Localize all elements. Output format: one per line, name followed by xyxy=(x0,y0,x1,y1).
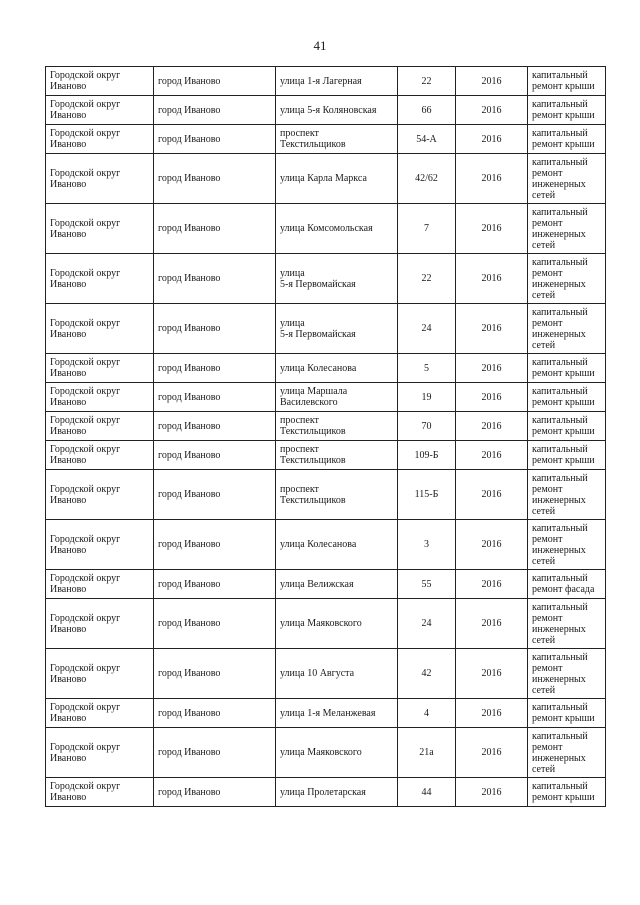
city-cell: город Иваново xyxy=(154,254,276,304)
year-cell: 2016 xyxy=(456,304,528,354)
year-cell: 2016 xyxy=(456,570,528,599)
work-type-cell-line: ремонт крыши xyxy=(532,368,595,379)
table-row xyxy=(46,778,606,807)
district-cell-line: Иваново xyxy=(50,110,87,121)
city-cell: город Иваново xyxy=(154,383,276,412)
street-cell xyxy=(276,67,398,96)
year-cell: 2016 xyxy=(456,154,528,204)
city-cell: город Иваново xyxy=(154,520,276,570)
page-number: 41 xyxy=(313,38,327,53)
table-row xyxy=(46,570,606,599)
work-type-cell xyxy=(528,441,606,470)
street-cell-line: Текстильщиков xyxy=(280,455,346,466)
district-cell-line: Иваново xyxy=(50,673,87,685)
street-cell-line: улица 1-я Лагерная xyxy=(280,75,362,87)
work-type-cell-line: ремонт крыши xyxy=(532,713,595,724)
district-cell-line: Иваново xyxy=(50,494,87,506)
district-cell-line: Иваново xyxy=(50,139,87,150)
house-number-cell: 42/62 xyxy=(398,154,456,204)
work-type-cell xyxy=(528,649,606,699)
table-row xyxy=(46,154,606,204)
district-cell-line: Иваново xyxy=(50,713,87,724)
street-cell-line: улица xyxy=(280,317,305,329)
street-cell-line: улица Маршала xyxy=(280,386,348,397)
year-cell: 2016 xyxy=(456,778,528,807)
district-cell-line: Городской округ xyxy=(50,70,121,81)
work-type-cell-line: капитальный xyxy=(532,386,588,397)
city-cell: город Иваново xyxy=(154,649,276,699)
district-cell-line: Городской округ xyxy=(50,317,121,329)
district-cell-line: Иваново xyxy=(50,397,87,408)
district-cell xyxy=(46,304,154,354)
work-type-cell-line: ремонт xyxy=(532,267,563,279)
street-cell-line: Текстильщиков xyxy=(280,139,346,150)
work-type-cell-line: капитальный xyxy=(532,415,588,426)
work-type-cell-line: капитальный xyxy=(532,206,588,218)
city-cell: город Иваново xyxy=(154,778,276,807)
work-type-cell-line: ремонт xyxy=(532,533,563,545)
city-cell: город Иваново xyxy=(154,125,276,154)
district-cell-line: Городской округ xyxy=(50,217,121,229)
table-row xyxy=(46,470,606,520)
street-cell-line: улица Карла Маркса xyxy=(280,173,367,184)
work-type-cell-line: ремонт xyxy=(532,662,563,674)
work-type-cell xyxy=(528,570,606,599)
street-cell xyxy=(276,728,398,778)
street-cell-line: 5-я Первомайская xyxy=(280,278,356,290)
work-type-cell xyxy=(528,354,606,383)
house-number-cell: 22 xyxy=(398,254,456,304)
table-row xyxy=(46,599,606,649)
work-type-cell-line: сетей xyxy=(532,339,556,351)
year-cell: 2016 xyxy=(456,441,528,470)
district-cell xyxy=(46,204,154,254)
district-cell xyxy=(46,778,154,807)
district-cell xyxy=(46,125,154,154)
work-type-cell-line: ремонт xyxy=(532,483,563,495)
street-cell-line: проспект xyxy=(280,415,319,426)
work-type-cell xyxy=(528,304,606,354)
district-cell-line: Городской округ xyxy=(50,444,121,455)
table-row xyxy=(46,649,606,699)
city-cell: город Иваново xyxy=(154,699,276,728)
work-type-cell-line: капитальный xyxy=(532,601,588,613)
work-type-cell-line: сетей xyxy=(532,634,556,646)
work-type-cell-line: сетей xyxy=(532,289,556,301)
work-type-cell-line: сетей xyxy=(532,555,556,567)
year-cell: 2016 xyxy=(456,96,528,125)
house-number-cell: 109-Б xyxy=(398,441,456,470)
year-cell: 2016 xyxy=(456,204,528,254)
district-cell-line: Городской округ xyxy=(50,415,121,426)
house-number-cell: 44 xyxy=(398,778,456,807)
street-cell xyxy=(276,304,398,354)
street-cell xyxy=(276,570,398,599)
district-cell xyxy=(46,728,154,778)
work-type-cell-line: капитальный xyxy=(532,573,588,584)
street-cell-line: улица Маяковского xyxy=(280,747,362,758)
district-cell-line: Иваново xyxy=(50,228,87,240)
city-cell: город Иваново xyxy=(154,304,276,354)
house-number-cell: 54-А xyxy=(398,125,456,154)
district-cell-line: Иваново xyxy=(50,368,87,379)
year-cell: 2016 xyxy=(456,383,528,412)
street-cell-line: улица Велижская xyxy=(280,578,354,590)
work-type-cell xyxy=(528,778,606,807)
house-number-cell: 66 xyxy=(398,96,456,125)
district-cell-line: Городской округ xyxy=(50,573,121,584)
year-cell: 2016 xyxy=(456,728,528,778)
district-cell-line: Иваново xyxy=(50,544,87,556)
work-type-cell-line: инженерных xyxy=(532,178,586,190)
work-type-cell-line: капитальный xyxy=(532,730,588,742)
street-cell xyxy=(276,520,398,570)
year-cell: 2016 xyxy=(456,354,528,383)
street-cell xyxy=(276,599,398,649)
work-type-cell-line: ремонт крыши xyxy=(532,110,595,121)
street-cell-line: улица Пролетарская xyxy=(280,786,366,798)
work-type-cell-line: сетей xyxy=(532,239,556,251)
work-type-cell-line: ремонт крыши xyxy=(532,139,595,150)
work-type-cell xyxy=(528,204,606,254)
work-type-cell-line: капитальный xyxy=(532,472,588,484)
street-cell-line: улица 1-я Меланжевая xyxy=(280,707,376,719)
street-cell-line: улица Колесанова xyxy=(280,362,357,374)
street-cell xyxy=(276,699,398,728)
work-type-cell-line: капитальный xyxy=(532,99,588,110)
city-cell: город Иваново xyxy=(154,67,276,96)
table-row xyxy=(46,304,606,354)
street-cell-line: улица xyxy=(280,267,305,279)
district-cell-line: Городской округ xyxy=(50,99,121,110)
city-cell: город Иваново xyxy=(154,154,276,204)
work-type-cell-line: капитальный xyxy=(532,781,588,792)
house-number-cell: 4 xyxy=(398,699,456,728)
district-cell xyxy=(46,383,154,412)
work-type-cell-line: ремонт xyxy=(532,612,563,624)
district-cell-line: Городской округ xyxy=(50,128,121,139)
work-type-cell-line: инженерных xyxy=(532,494,586,506)
street-cell-line: Василевского xyxy=(280,397,338,408)
year-cell: 2016 xyxy=(456,254,528,304)
work-type-cell-line: ремонт фасада xyxy=(532,584,595,595)
work-type-cell xyxy=(528,154,606,204)
work-type-cell-line: ремонт xyxy=(532,217,563,229)
city-cell: город Иваново xyxy=(154,354,276,383)
work-type-cell-line: ремонт крыши xyxy=(532,397,595,408)
work-type-cell-line: капитальный xyxy=(532,444,588,455)
work-type-cell xyxy=(528,96,606,125)
street-cell-line: проспект xyxy=(280,128,319,139)
district-cell xyxy=(46,520,154,570)
work-type-cell xyxy=(528,254,606,304)
work-type-cell-line: капитальный xyxy=(532,256,588,268)
street-cell xyxy=(276,470,398,520)
work-type-cell-line: ремонт xyxy=(532,741,563,753)
district-cell-line: Иваново xyxy=(50,426,87,437)
district-cell-line: Городской округ xyxy=(50,662,121,674)
district-cell xyxy=(46,254,154,304)
district-cell xyxy=(46,470,154,520)
district-cell-line: Иваново xyxy=(50,792,87,803)
table-row xyxy=(46,728,606,778)
district-cell xyxy=(46,699,154,728)
year-cell: 2016 xyxy=(456,470,528,520)
district-cell xyxy=(46,649,154,699)
work-type-cell-line: инженерных xyxy=(532,278,586,290)
district-cell-line: Иваново xyxy=(50,278,87,290)
table-row xyxy=(46,354,606,383)
street-cell xyxy=(276,125,398,154)
table-row xyxy=(46,383,606,412)
district-cell xyxy=(46,412,154,441)
district-cell-line: Городской округ xyxy=(50,357,121,368)
table-row xyxy=(46,67,606,96)
work-type-cell-line: ремонт крыши xyxy=(532,426,595,437)
street-cell-line: проспект xyxy=(280,444,319,455)
house-number-cell: 5 xyxy=(398,354,456,383)
street-cell xyxy=(276,254,398,304)
district-cell-line: Иваново xyxy=(50,328,87,340)
district-cell-line: Городской округ xyxy=(50,167,121,179)
work-type-cell-line: инженерных xyxy=(532,544,586,556)
house-number-cell: 24 xyxy=(398,304,456,354)
work-type-cell xyxy=(528,599,606,649)
work-type-cell-line: сетей xyxy=(532,505,556,517)
work-type-cell-line: капитальный xyxy=(532,357,588,368)
work-type-cell xyxy=(528,383,606,412)
district-cell xyxy=(46,570,154,599)
district-cell xyxy=(46,67,154,96)
work-type-cell-line: сетей xyxy=(532,763,556,775)
table-row xyxy=(46,441,606,470)
work-type-cell-line: капитальный xyxy=(532,156,588,168)
work-type-cell xyxy=(528,67,606,96)
work-type-cell-line: инженерных xyxy=(532,228,586,240)
district-cell-line: Городской округ xyxy=(50,267,121,279)
house-number-cell: 19 xyxy=(398,383,456,412)
street-cell xyxy=(276,412,398,441)
street-cell xyxy=(276,354,398,383)
district-cell-line: Иваново xyxy=(50,752,87,764)
work-type-cell-line: инженерных xyxy=(532,752,586,764)
city-cell: город Иваново xyxy=(154,204,276,254)
table-row xyxy=(46,204,606,254)
work-type-cell-line: сетей xyxy=(532,684,556,696)
street-cell xyxy=(276,383,398,412)
year-cell: 2016 xyxy=(456,520,528,570)
work-type-cell-line: капитальный xyxy=(532,128,588,139)
year-cell: 2016 xyxy=(456,699,528,728)
registry-body xyxy=(46,67,606,807)
work-type-cell-line: инженерных xyxy=(532,328,586,340)
table-row xyxy=(46,699,606,728)
work-type-cell-line: капитальный xyxy=(532,522,588,534)
street-cell-line: улица 5-я Коляновская xyxy=(280,104,377,116)
district-cell-line: Городской округ xyxy=(50,483,121,495)
table-row xyxy=(46,412,606,441)
work-type-cell-line: ремонт xyxy=(532,317,563,329)
district-cell-line: Иваново xyxy=(50,178,87,190)
street-cell xyxy=(276,96,398,125)
work-type-cell-line: ремонт xyxy=(532,167,563,179)
work-type-cell-line: инженерных xyxy=(532,623,586,635)
house-number-cell: 7 xyxy=(398,204,456,254)
district-cell-line: Иваново xyxy=(50,81,87,92)
district-cell-line: Городской округ xyxy=(50,741,121,753)
district-cell-line: Городской округ xyxy=(50,386,121,397)
year-cell: 2016 xyxy=(456,125,528,154)
street-cell xyxy=(276,204,398,254)
street-cell xyxy=(276,778,398,807)
street-cell-line: Текстильщиков xyxy=(280,426,346,437)
work-type-cell xyxy=(528,728,606,778)
district-cell xyxy=(46,96,154,125)
work-type-cell-line: сетей xyxy=(532,189,556,201)
street-cell-line: улица 10 Августа xyxy=(280,668,355,679)
city-cell: город Иваново xyxy=(154,470,276,520)
district-cell-line: Городской округ xyxy=(50,612,121,624)
house-number-cell: 115-Б xyxy=(398,470,456,520)
street-cell-line: Текстильщиков xyxy=(280,494,346,506)
year-cell: 2016 xyxy=(456,412,528,441)
street-cell-line: улица Маяковского xyxy=(280,618,362,629)
city-cell: город Иваново xyxy=(154,412,276,441)
table-row xyxy=(46,125,606,154)
table-row xyxy=(46,96,606,125)
house-number-cell: 22 xyxy=(398,67,456,96)
work-type-cell-line: ремонт крыши xyxy=(532,455,595,466)
house-number-cell: 21а xyxy=(398,728,456,778)
district-cell xyxy=(46,154,154,204)
street-cell-line: проспект xyxy=(280,483,319,495)
year-cell: 2016 xyxy=(456,599,528,649)
house-number-cell: 70 xyxy=(398,412,456,441)
table-row xyxy=(46,254,606,304)
district-cell-line: Городской округ xyxy=(50,781,121,792)
district-cell-line: Иваново xyxy=(50,455,87,466)
district-cell xyxy=(46,599,154,649)
district-cell-line: Иваново xyxy=(50,584,87,595)
street-cell xyxy=(276,441,398,470)
city-cell: город Иваново xyxy=(154,570,276,599)
work-type-cell-line: капитальный xyxy=(532,702,588,713)
repair-registry-table xyxy=(45,66,606,807)
work-type-cell-line: капитальный xyxy=(532,70,588,81)
work-type-cell xyxy=(528,412,606,441)
work-type-cell-line: капитальный xyxy=(532,306,588,318)
work-type-cell-line: инженерных xyxy=(532,673,586,685)
street-cell-line: улица Комсомольская xyxy=(280,223,373,234)
work-type-cell-line: ремонт крыши xyxy=(532,792,595,803)
work-type-cell-line: ремонт крыши xyxy=(532,81,595,92)
house-number-cell: 3 xyxy=(398,520,456,570)
work-type-cell xyxy=(528,520,606,570)
district-cell xyxy=(46,441,154,470)
city-cell: город Иваново xyxy=(154,599,276,649)
city-cell: город Иваново xyxy=(154,441,276,470)
street-cell-line: 5-я Первомайская xyxy=(280,328,356,340)
year-cell: 2016 xyxy=(456,67,528,96)
street-cell xyxy=(276,649,398,699)
street-cell xyxy=(276,154,398,204)
district-cell xyxy=(46,354,154,383)
house-number-cell: 55 xyxy=(398,570,456,599)
street-cell-line: улица Колесанова xyxy=(280,539,357,550)
work-type-cell-line: капитальный xyxy=(532,651,588,663)
table-row xyxy=(46,520,606,570)
house-number-cell: 24 xyxy=(398,599,456,649)
work-type-cell xyxy=(528,699,606,728)
district-cell-line: Городской округ xyxy=(50,702,121,713)
house-number-cell: 42 xyxy=(398,649,456,699)
district-cell-line: Городской округ xyxy=(50,533,121,545)
work-type-cell xyxy=(528,125,606,154)
work-type-cell xyxy=(528,470,606,520)
year-cell: 2016 xyxy=(456,649,528,699)
city-cell: город Иваново xyxy=(154,96,276,125)
city-cell: город Иваново xyxy=(154,728,276,778)
district-cell-line: Иваново xyxy=(50,623,87,635)
